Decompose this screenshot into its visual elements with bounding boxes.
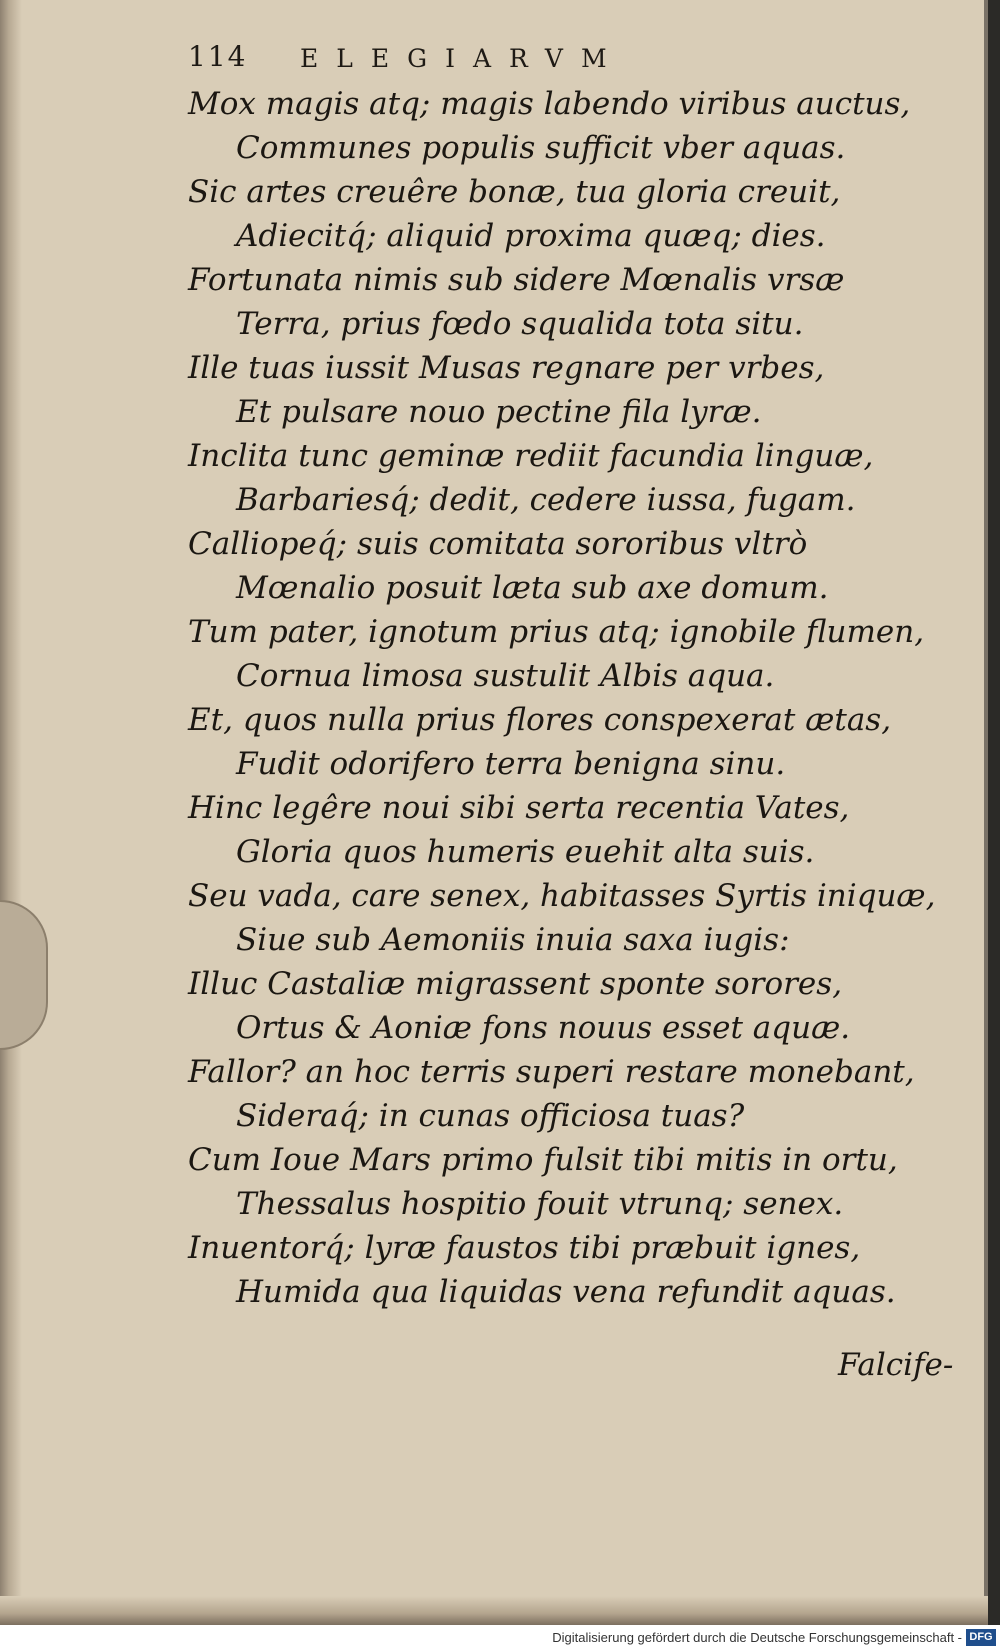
page-bottom-edge <box>0 1596 988 1625</box>
verse-line: Hinc legêre noui sibi serta recentia Vates, <box>188 790 850 826</box>
verse-line: Cornua limosa sustulit Albis aqua. <box>236 658 775 694</box>
verse-line: Fortunata nimis sub sidere Mœnalis vrsæ <box>188 262 845 298</box>
page-gutter-shadow <box>0 0 22 1625</box>
digitization-footer <box>0 1625 1000 1651</box>
verse-line: Et pulsare nouo pectine fila lyræ. <box>236 394 762 430</box>
verse-line: Sideraq́; in cunas officiosa tuas? <box>236 1098 745 1134</box>
verse-line: Ille tuas iussit Musas regnare per vrbes, <box>188 350 825 386</box>
verse-line: Terra, prius fœdo squalida tota situ. <box>236 306 804 342</box>
verse-line: Sic artes creuêre bonæ, tua gloria creuit, <box>188 174 841 210</box>
verse-line: Ortus & Aoniæ fons nouus esset aquæ. <box>236 1010 851 1046</box>
running-title: ELEGIARVM <box>300 44 625 73</box>
verse-line: Cum Ioue Mars primo fulsit tibi mitis in ortu, <box>188 1142 898 1178</box>
verse-line: Inuentorq́; lyræ faustos tibi præbuit ignes, <box>188 1230 861 1266</box>
page-number: 114 <box>188 40 248 73</box>
verse-line: Gloria quos humeris euehit alta suis. <box>236 834 815 870</box>
verse-line: Et, quos nulla prius flores conspexerat ætas, <box>188 702 892 738</box>
verse-line: Humida qua liquidas vena refundit aquas. <box>236 1274 896 1310</box>
dfg-logo: DFG <box>966 1629 996 1646</box>
verse-line: Mox magis atq; magis labendo viribus auctus, <box>188 86 911 122</box>
catchword: Falcife- <box>838 1347 954 1383</box>
verse-line: Communes populis sufficit vber aquas. <box>236 130 846 166</box>
thumb-tab <box>0 900 48 1050</box>
verse-line: Thessalus hospitio fouit vtrunq; senex. <box>236 1186 844 1222</box>
verse-line: Seu vada, care senex, habitasses Syrtis iniquæ, <box>188 878 936 914</box>
verse-line: Siue sub Aemoniis inuia saxa iugis: <box>236 922 790 958</box>
verse-line: Tum pater, ignotum prius atq; ignobile flumen, <box>188 614 925 650</box>
verse-line: Inclita tunc geminæ rediit facundia linguæ, <box>188 438 874 474</box>
verse-line: Calliopeq́; suis comitata sororibus vltrò <box>188 526 808 562</box>
verse-text <box>188 82 948 1314</box>
funding-credit: Digitalisierung gefördert durch die Deutsche Forschungsgemeinschaft - <box>552 1630 962 1645</box>
verse-line: Adiecitq́; aliquid proxima quæq; dies. <box>236 218 826 254</box>
verse-line: Illuc Castaliæ migrassent sponte sorores, <box>188 966 843 1002</box>
verse-line: Mœnalio posuit læta sub axe domum. <box>236 570 829 606</box>
verse-line: Fudit odorifero terra benigna sinu. <box>236 746 786 782</box>
verse-line: Fallor? an hoc terris superi restare monebant, <box>188 1054 915 1090</box>
verse-line: Barbariesq́; dedit, cedere iussa, fugam. <box>236 482 856 518</box>
